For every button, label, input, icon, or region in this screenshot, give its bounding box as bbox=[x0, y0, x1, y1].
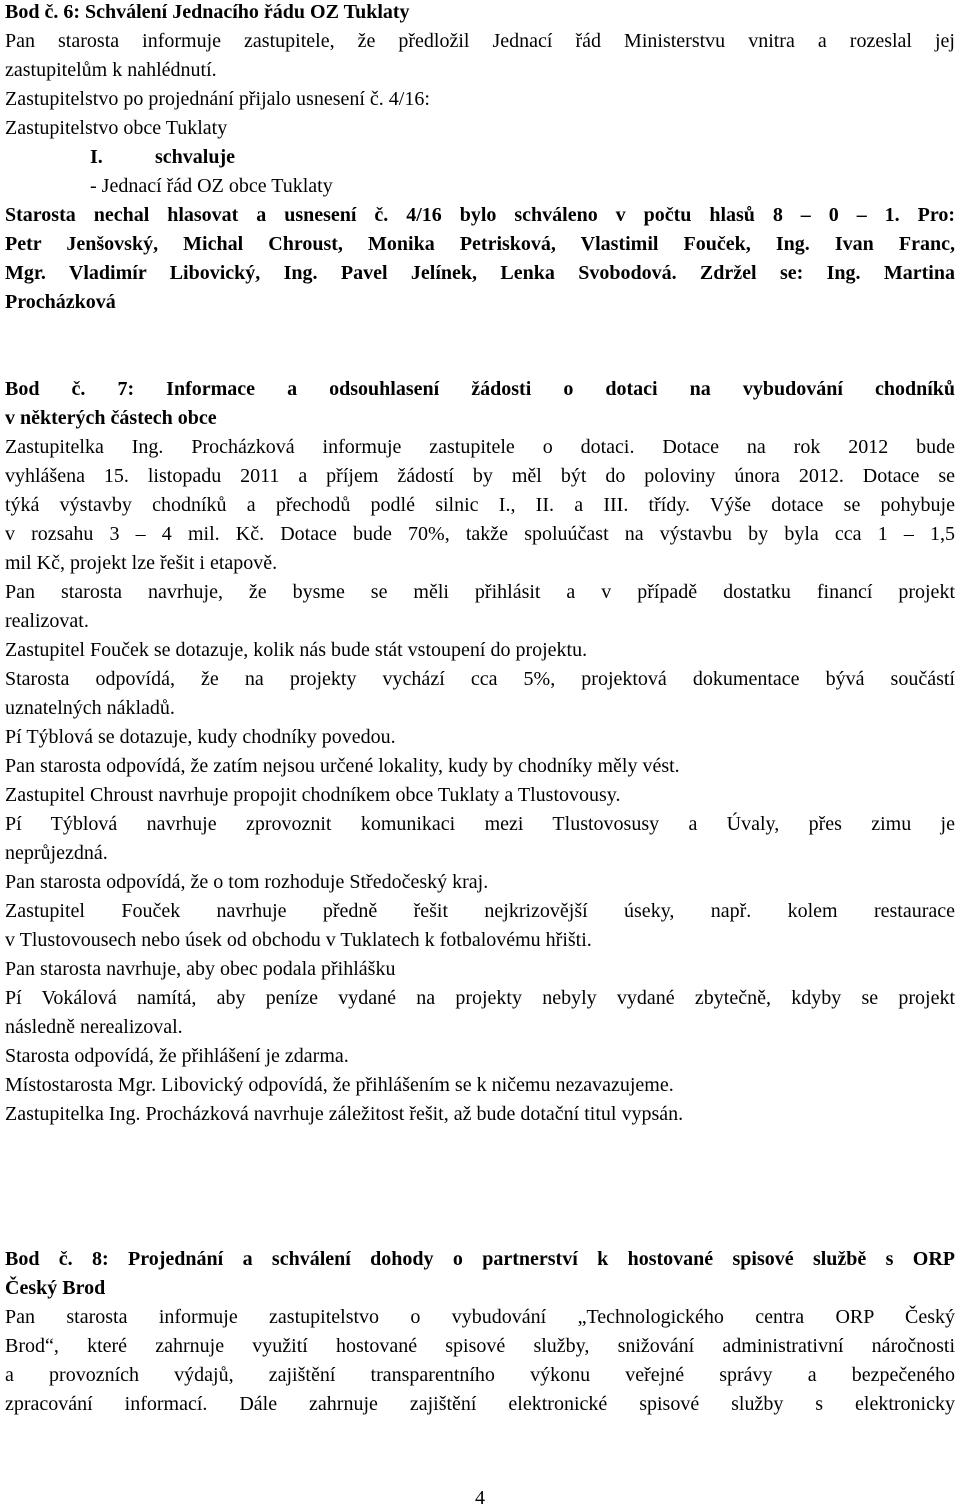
resolution-item: - Jednací řád OZ obce Tuklaty bbox=[90, 175, 333, 197]
paragraph-line: Starosta odpovídá, že přihlášení je zdarma. bbox=[5, 1045, 349, 1067]
paragraph-line: Zastupitel Fouček navrhuje předně řešit nejkrizovější úseky, např. kolem restaurace bbox=[5, 900, 955, 922]
section-title-bod6: Bod č. 6: Schválení Jednacího řádu OZ Tuklaty bbox=[5, 1, 410, 23]
paragraph-line: Starosta odpovídá, že na projekty vychází cca 5%, projektová dokumentace bývá součástí bbox=[5, 668, 955, 690]
resolution-verb: schvaluje bbox=[155, 146, 235, 168]
paragraph-line: Pan starosta informuje zastupitelstvo o vybudování „Technologického centra ORP Český bbox=[5, 1306, 955, 1328]
paragraph-line: Zastupitel Chroust navrhuje propojit chodníkem obce Tuklaty a Tlustovousy. bbox=[5, 784, 621, 806]
paragraph-line: Pí Vokálová namítá, aby peníze vydané na projekty nebyly vydané zbytečně, kdyby se projekt bbox=[5, 987, 955, 1009]
resolution-number: I. bbox=[90, 146, 103, 168]
paragraph-line: Zastupitel Fouček se dotazuje, kolik nás bude stát vstoupení do projektu. bbox=[5, 639, 588, 661]
paragraph-line: uznatelných nákladů. bbox=[5, 697, 175, 719]
paragraph-line: Pan starosta navrhuje, aby obec podala přihlášku bbox=[5, 958, 396, 980]
page-number: 4 bbox=[475, 1487, 485, 1509]
paragraph-line: Pan starosta navrhuje, že bysme se měli přihlásit a v případě dostatku financí projekt bbox=[5, 581, 955, 603]
paragraph-line: Místostarosta Mgr. Libovický odpovídá, že přihlášením se k ničemu nezavazujeme. bbox=[5, 1074, 674, 1096]
paragraph-line: týká výstavby chodníků a přechodů podlé silnic I., II. a III. třídy. Výše dotace se pohybuje bbox=[5, 494, 955, 516]
vote-line: Mgr. Vladimír Libovický, Ing. Pavel Jelínek, Lenka Svobodová. Zdržel se: Ing. Martina bbox=[5, 262, 955, 284]
vote-line: Starosta nechal hlasovat a usnesení č. 4/16 bylo schváleno v počtu hlasů 8 – 0 – 1. Pro: bbox=[5, 204, 955, 226]
paragraph-line: Pí Týblová se dotazuje, kudy chodníky povedou. bbox=[5, 726, 396, 748]
paragraph-line: Pan starosta odpovídá, že o tom rozhoduje Středočeský kraj. bbox=[5, 871, 489, 893]
paragraph-line: vyhlášena 15. listopadu 2011 a příjem žádostí by měl být do poloviny února 2012. Dotace se bbox=[5, 465, 955, 487]
paragraph-line: Pan starosta odpovídá, že zatím nejsou určené lokality, kudy by chodníky měly vést. bbox=[5, 755, 680, 777]
paragraph-line: následně nerealizoval. bbox=[5, 1016, 183, 1038]
paragraph-line: Pan starosta informuje zastupitele, že předložil Jednací řád Ministerstvu vnitra a rozeslal jej bbox=[5, 30, 955, 52]
paragraph-line: a provozních výdajů, zajištění transparentního výkonu veřejné správy a bezpečeného bbox=[5, 1364, 955, 1386]
paragraph-line: realizovat. bbox=[5, 610, 89, 632]
section-title-bod8-cont: Český Brod bbox=[5, 1277, 106, 1299]
paragraph-line: Pí Týblová navrhuje zprovoznit komunikaci mezi Tlustovosusy a Úvaly, přes zimu je bbox=[5, 813, 955, 835]
paragraph-line: v Tlustovousech nebo úsek od obchodu v Tuklatech k fotbalovému hřišti. bbox=[5, 929, 592, 951]
paragraph-line: neprůjezdná. bbox=[5, 842, 108, 864]
paragraph-line: Zastupitelstvo po projednání přijalo usnesení č. 4/16: bbox=[5, 88, 430, 110]
paragraph-line: Zastupitelka Ing. Procházková informuje zastupitele o dotaci. Dotace na rok 2012 bude bbox=[5, 436, 955, 458]
paragraph-line: zastupitelům k nahlédnutí. bbox=[5, 59, 217, 81]
paragraph-line: Zastupitelstvo obce Tuklaty bbox=[5, 117, 228, 139]
section-title-bod7-cont: v některých částech obce bbox=[5, 407, 217, 429]
paragraph-line: Brod“, které zahrnuje využití hostované spisové služby, snižování administrativní náročnosti bbox=[5, 1335, 955, 1357]
paragraph-line: v rozsahu 3 – 4 mil. Kč. Dotace bude 70%, takže spoluúčast na výstavbu by byla cca 1 – 1,5 bbox=[5, 523, 955, 545]
paragraph-line: mil Kč, projekt lze řešit i etapově. bbox=[5, 552, 278, 574]
vote-line: Procházková bbox=[5, 291, 116, 313]
vote-line: Petr Jenšovský, Michal Chroust, Monika Petrisková, Vlastimil Fouček, Ing. Ivan Franc, bbox=[5, 233, 955, 255]
paragraph-line: Zastupitelka Ing. Procházková navrhuje záležitost řešit, až bude dotační titul vypsán. bbox=[5, 1103, 684, 1125]
section-title-bod7: Bod č. 7: Informace a odsouhlasení žádosti o dotaci na vybudování chodníků bbox=[5, 378, 955, 400]
section-title-bod8: Bod č. 8: Projednání a schválení dohody o partnerství k hostované spisové službě s ORP bbox=[5, 1248, 955, 1270]
paragraph-line: zpracování informací. Dále zahrnuje zajištění elektronické spisové služby s elektronicky bbox=[5, 1393, 955, 1415]
